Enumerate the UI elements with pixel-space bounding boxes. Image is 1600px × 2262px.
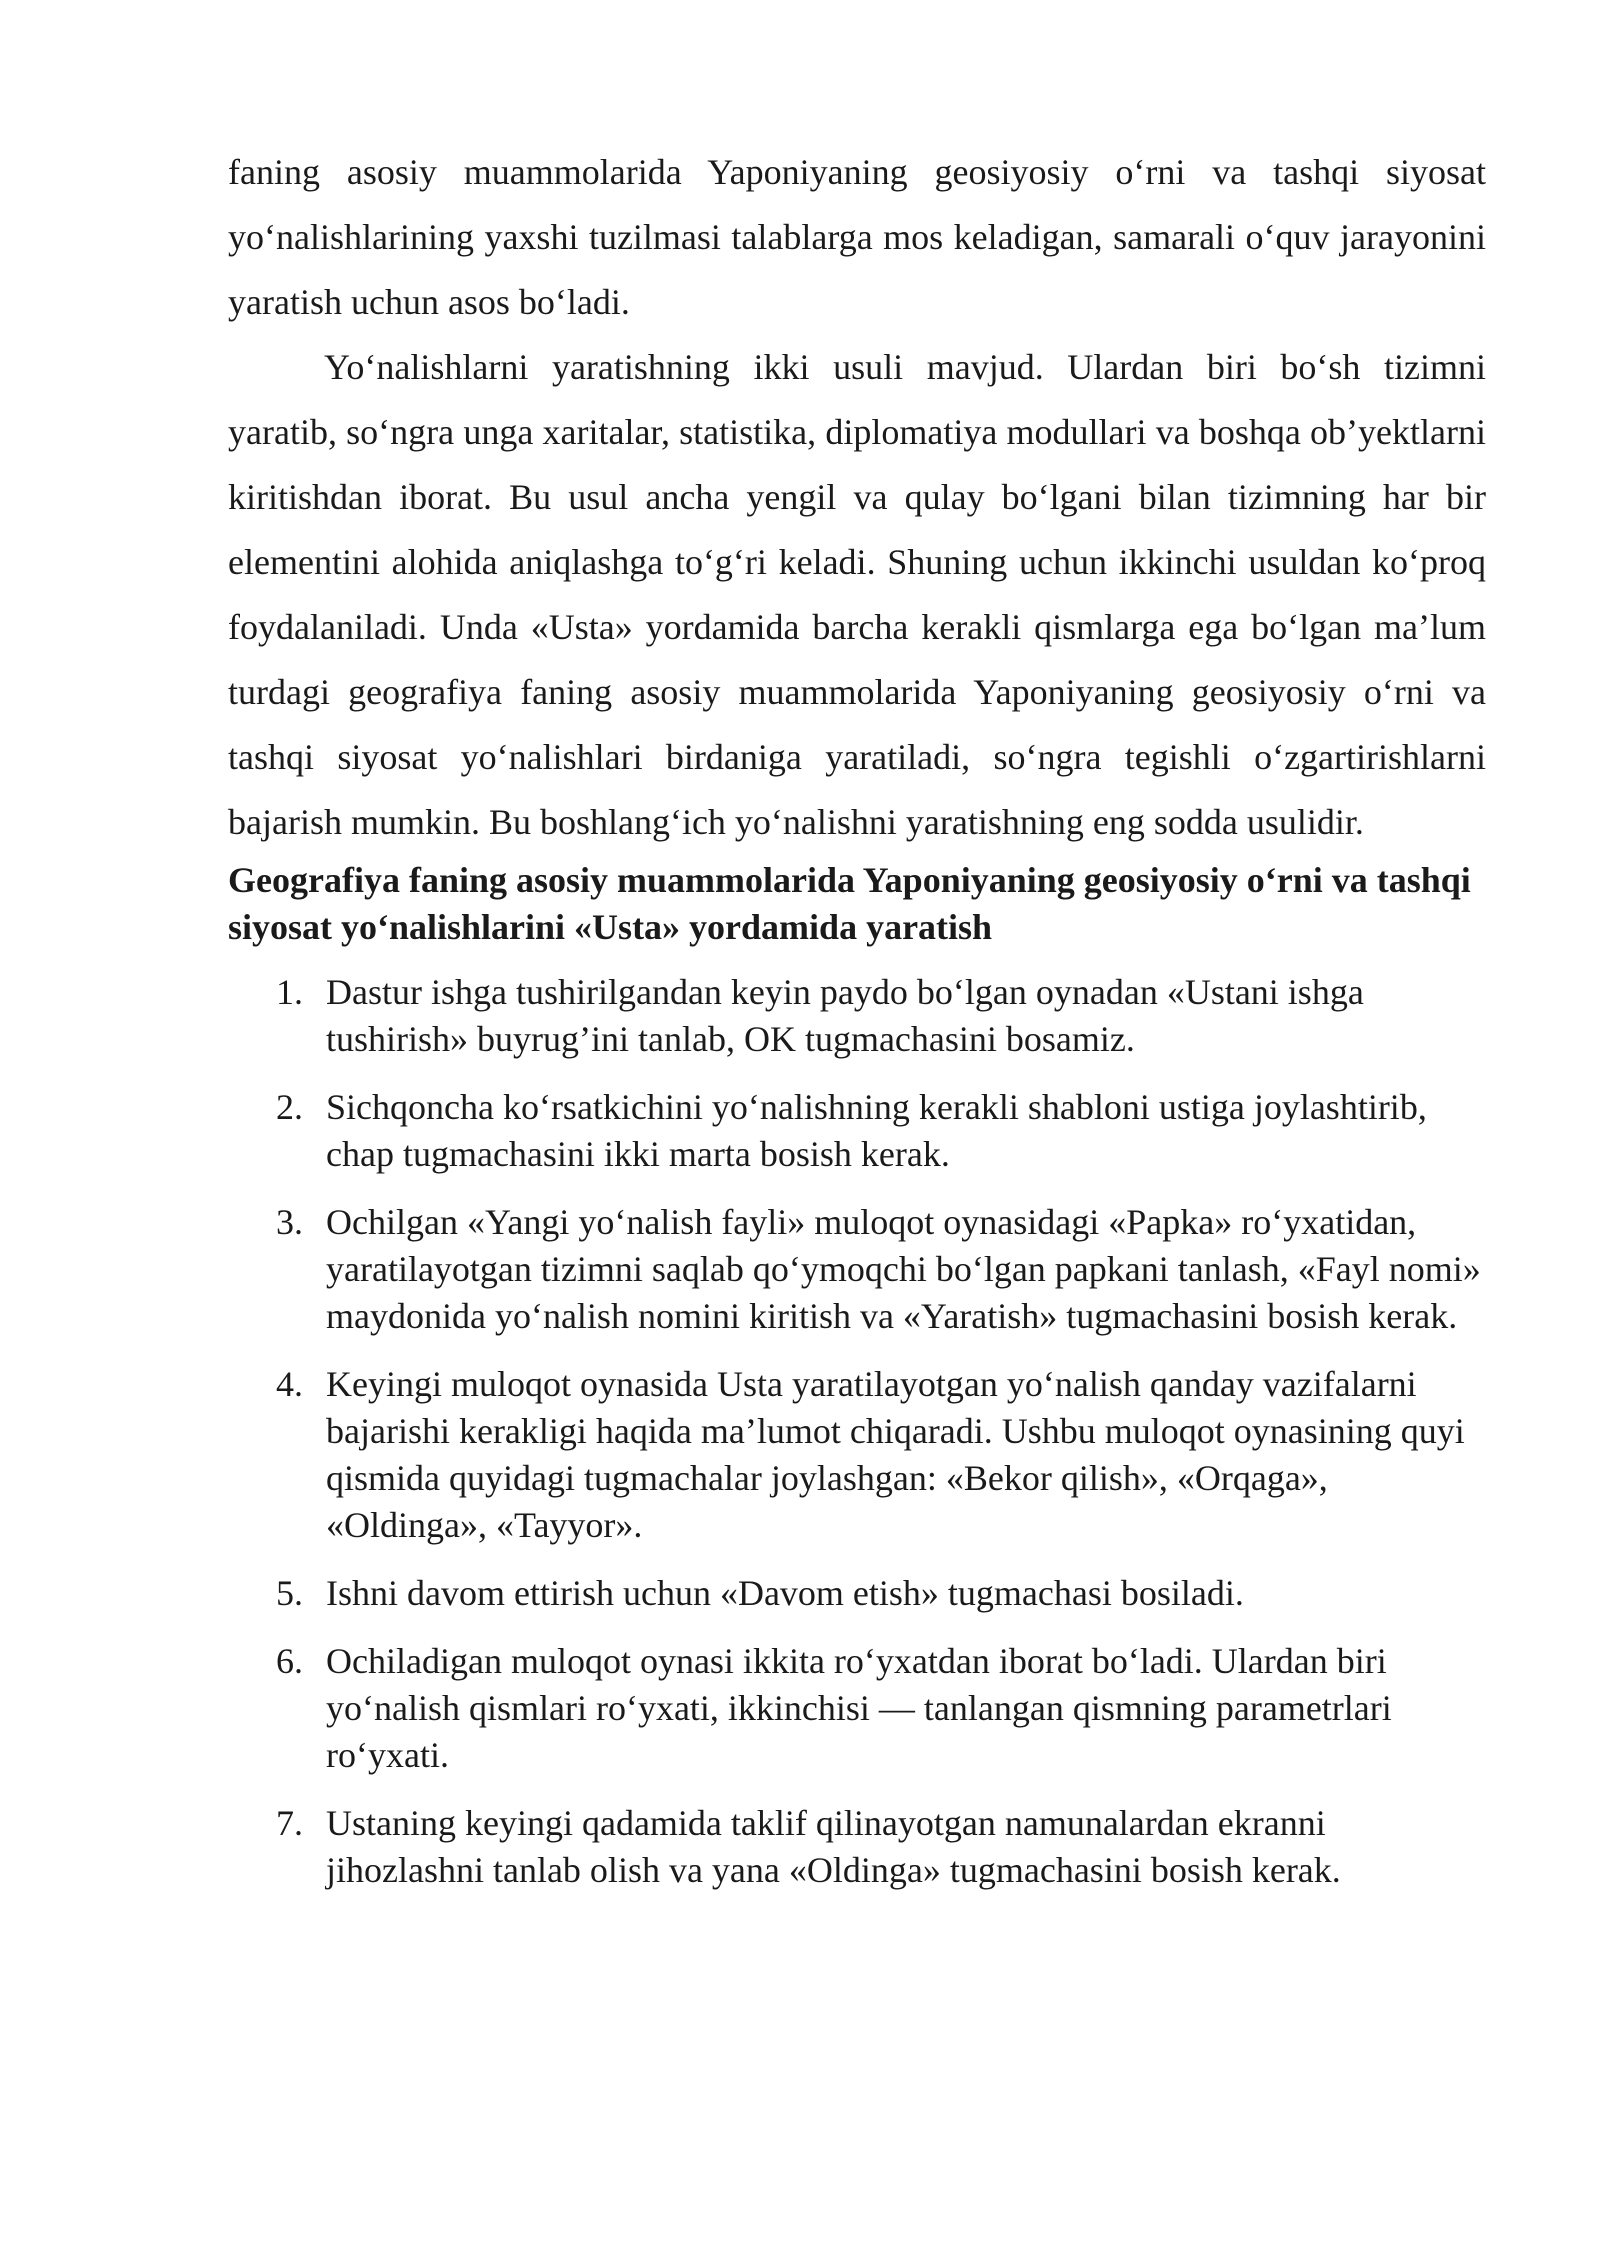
list-item (228, 1800, 1486, 1894)
list-item-number: 3. (276, 1202, 303, 1242)
list-item (228, 1361, 1486, 1549)
section-heading: Geografiya faning asosiy muammolarida Yaponiyaning geosiyosiy o‘rni va tashqi siyosat yo‘nalishlarini «Usta» yordamida yaratish (228, 860, 1471, 947)
list-item-number: 6. (276, 1641, 303, 1681)
list-item (228, 1199, 1486, 1340)
list-item-number: 7. (276, 1803, 303, 1843)
list-item (228, 969, 1486, 1063)
list-item-number: 5. (276, 1573, 303, 1613)
list-item-text: Keyingi muloqot oynasida Usta yaratilayotgan yo‘nalish qanday vazifalarni bajarishi kerakligi haqida ma’lumot chiqaradi. Ushbu muloqot oynasining quyi qismida quyidagi tugmachalar joylashgan: «Bekor qilish», «Orqaga», «Oldinga», «Tayyor». (326, 1364, 1465, 1545)
list-item-text: Ochiladigan muloqot oynasi ikkita ro‘yxatdan iborat bo‘ladi. Ulardan biri yo‘nalish qismlari ro‘yxati, ikkinchisi — tanlangan qismning parametrlari ro‘yxati. (326, 1641, 1392, 1775)
paragraph-intro-continuation: faning asosiy muammolarida Yaponiyaning geosiyosiy o‘rni va tashqi siyosat yo‘nalishlarining yaxshi tuzilmasi talablarga mos keladigan, samarali o‘quv jarayonini yaratish uchun asos bo‘ladi. (228, 152, 1486, 322)
paragraph-methods: Yo‘nalishlarni yaratishning ikki usuli mavjud. Ulardan biri bo‘sh tizimni yaratib, so‘ngra unga xaritalar, statistika, diplomatiya modullari va boshqa ob’yektlarni kiritishdan iborat. Bu usul ancha yengil va qulay bo‘lgani bilan tizimning har bir elementini alohida aniqlashga to‘g‘ri keladi. Shuning uchun ikkinchi usuldan ko‘proq foydalaniladi. Unda «Usta» yordamida barcha kerakli qismlarga ega bo‘lgan ma’lum turdagi geografiya faning asosiy muammolarida Yaponiyaning geosiyosiy o‘rni va tashqi siyosat yo‘nalishlari birdaniga yaratiladi, so‘ngra tegishli o‘zgartirishlarni bajarish mumkin. Bu boshlang‘ich yo‘nalishni yaratishning eng sodda usulidir. (228, 347, 1486, 842)
list-item-number: 2. (276, 1087, 303, 1127)
list-item-text: Ustaning keyingi qadamida taklif qilinayotgan namunalardan ekranni jihozlashni tanlab olish va yana «Oldinga» tugmachasini bosish kerak. (326, 1803, 1341, 1890)
document-body (228, 140, 1486, 1915)
list-item (228, 1084, 1486, 1178)
list-item-number: 1. (276, 972, 303, 1012)
list-item (228, 1638, 1486, 1779)
list-item-text: Dastur ishga tushirilgandan keyin paydo bo‘lgan oynadan «Ustani ishga tushirish» buyrug’ini tanlab, OK tugmachasini bosamiz. (326, 972, 1364, 1059)
list-item-text: Sichqoncha ko‘rsatkichini yo‘nalishning kerakli shabloni ustiga joylashtirib, chap tugmachasini ikki marta bosish kerak. (326, 1087, 1427, 1174)
list-item-number: 4. (276, 1364, 303, 1404)
list-item (228, 1570, 1486, 1617)
list-item-text: Ishni davom ettirish uchun «Davom etish» tugmachasi bosiladi. (326, 1573, 1244, 1613)
list-item-text: Ochilgan «Yangi yo‘nalish fayli» muloqot oynasidagi «Papka» ro‘yxatidan, yaratilayotgan tizimni saqlab qo‘ymoqchi bo‘lgan papkani tanlash, «Fayl nomi» maydonida yo‘nalish nomini kiritish va «Yaratish» tugmachasini bosish kerak. (326, 1202, 1481, 1336)
steps-list (228, 969, 1486, 1894)
